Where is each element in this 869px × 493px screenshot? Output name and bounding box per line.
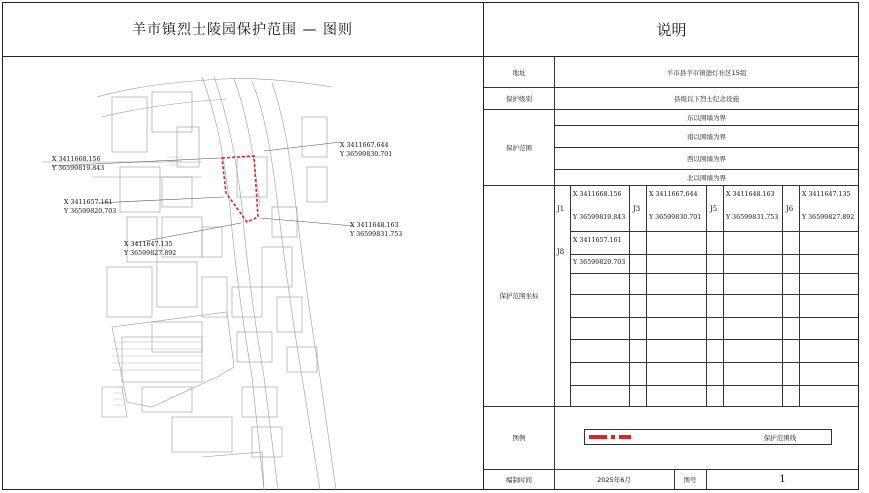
coord-x: X 3411647.135 [802, 191, 851, 198]
coord-id: J1 [557, 205, 565, 213]
coord-y: Y 36599827.892 [802, 214, 855, 221]
coord-x: X 3411648.163 [726, 191, 775, 198]
coord-y: Y 36599830.701 [649, 214, 702, 221]
explain-title: 说明 [484, 2, 859, 57]
protection-boundary [222, 156, 258, 222]
coord-id: J5 [710, 205, 718, 213]
coord-label-j5: X 3411648.163 Y 36599831.753 [350, 222, 403, 238]
page-value: 1 [779, 474, 786, 485]
address-label: 地址 [512, 68, 526, 77]
coord-x: X 3411667.644 [649, 191, 698, 198]
explanation-table [484, 57, 859, 490]
coords-label: 保护范围坐标 [499, 292, 539, 300]
site-map [2, 57, 484, 490]
coord-id: J6 [786, 205, 794, 213]
legend-line-icon [589, 433, 633, 441]
range-west: 西以围墙为界 [687, 154, 726, 163]
level-label: 保护级别 [506, 94, 532, 103]
coord-label-j1: X 3411668.156 Y 36599819.843 [52, 156, 105, 172]
coord-label-j8: X 3411657.161 Y 36599820.703 [64, 199, 117, 215]
coord-y: Y 36599819.843 [573, 214, 626, 221]
range-south: 南以围墙为界 [687, 132, 726, 141]
legend-label: 图例 [512, 434, 526, 442]
range-east: 东以围墙为界 [687, 113, 726, 122]
map-title: 羊市镇烈士陵园保护范围 — 图则 [2, 2, 484, 57]
coord-y: Y 36599831.753 [726, 214, 779, 221]
range-north: 北以围墙为界 [687, 173, 726, 182]
range-label: 保护范围 [506, 143, 532, 152]
map-drawing [2, 57, 484, 490]
legend-box [584, 429, 832, 445]
address-value: 羊市县羊市镇德灯社区15组 [666, 68, 747, 77]
coord-label-j3: X 3411667.644 Y 36599830.701 [340, 142, 393, 158]
coord-x: X 3411657.161 [573, 237, 622, 244]
date-value: 2025年6月 [597, 476, 631, 484]
level-value: 县级以下烈士纪念设施 [674, 94, 739, 103]
legend-text: 保护范围线 [763, 433, 797, 442]
coord-id: J8 [557, 248, 565, 256]
coord-y: Y 36599820.703 [573, 259, 626, 266]
coord-id: J3 [633, 205, 641, 213]
coord-x: X 3411668.156 [573, 191, 622, 198]
date-label: 编制时间 [506, 476, 532, 484]
coord-label-j6: X 3411647.135 Y 36599827.892 [124, 241, 177, 257]
page-label: 图号 [683, 476, 697, 484]
